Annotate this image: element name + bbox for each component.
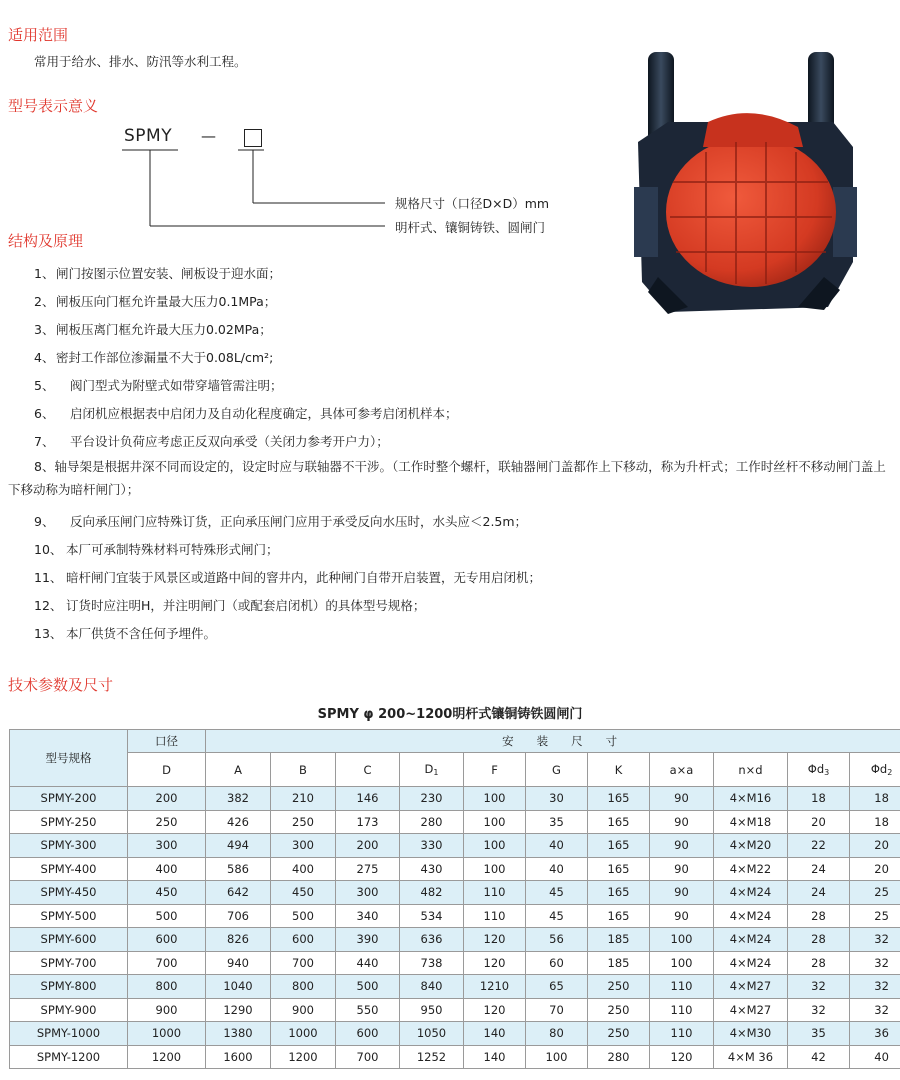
value-cell: 210 <box>271 787 336 811</box>
model-cell: SPMY-250 <box>10 810 128 834</box>
value-cell: 300 <box>336 881 400 905</box>
value-cell: 4×M18 <box>714 810 788 834</box>
value-cell: 382 <box>206 787 271 811</box>
value-cell: 450 <box>128 881 206 905</box>
table-title: SPMY φ 200~1200明杆式镶铜铸铁圆闸门 <box>317 707 583 722</box>
model-cell: SPMY-450 <box>10 881 128 905</box>
value-cell: 4×M 36 <box>714 1045 788 1069</box>
value-cell: 826 <box>206 928 271 952</box>
value-cell: 340 <box>336 904 400 928</box>
value-cell: 36 <box>850 1022 900 1046</box>
value-cell: 45 <box>526 881 588 905</box>
section-title-scope: 适用范围 <box>8 26 69 44</box>
col-header: a×a <box>650 753 714 787</box>
value-cell: 120 <box>650 1045 714 1069</box>
value-cell: 275 <box>336 857 400 881</box>
model-anno-type: 明杆式、镶铜铸铁、圆闸门 <box>395 220 546 235</box>
value-cell: 4×M16 <box>714 787 788 811</box>
value-cell: 250 <box>588 1022 650 1046</box>
value-cell: 280 <box>400 810 464 834</box>
value-cell: 840 <box>400 975 464 999</box>
value-cell: 100 <box>464 810 526 834</box>
value-cell: 32 <box>788 998 850 1022</box>
value-cell: 32 <box>850 951 900 975</box>
value-cell: 600 <box>271 928 336 952</box>
value-cell: 165 <box>588 904 650 928</box>
table-row <box>10 1022 900 1046</box>
model-cell: SPMY-300 <box>10 834 128 858</box>
value-cell: 28 <box>788 951 850 975</box>
model-cell: SPMY-600 <box>10 928 128 952</box>
value-cell: 1200 <box>271 1045 336 1069</box>
value-cell: 100 <box>526 1045 588 1069</box>
value-cell: 1252 <box>400 1045 464 1069</box>
table-row <box>10 975 900 999</box>
value-cell: 400 <box>128 857 206 881</box>
value-cell: 120 <box>464 951 526 975</box>
table-row <box>10 810 900 834</box>
value-cell: 165 <box>588 881 650 905</box>
value-cell: 90 <box>650 857 714 881</box>
value-cell: 32 <box>850 928 900 952</box>
value-cell: 250 <box>588 975 650 999</box>
model-code: SPMY <box>124 126 173 146</box>
head-model: 型号规格 <box>10 730 128 787</box>
value-cell: 22 <box>788 834 850 858</box>
value-cell: 1210 <box>464 975 526 999</box>
value-cell: 100 <box>650 951 714 975</box>
structure-item: 1、 闸门按图示位置安装、闸板设于迎水面； <box>34 266 282 281</box>
value-cell: 120 <box>464 928 526 952</box>
value-cell: 500 <box>271 904 336 928</box>
value-cell: 185 <box>588 951 650 975</box>
value-cell: 28 <box>788 928 850 952</box>
table-row <box>10 881 900 905</box>
value-cell: 430 <box>400 857 464 881</box>
table-row <box>10 998 900 1022</box>
value-cell: 1380 <box>206 1022 271 1046</box>
table-row <box>10 904 900 928</box>
value-cell: 200 <box>336 834 400 858</box>
structure-item: 4、 密封工作部位渗漏量不大于0.08L/cm²; <box>34 350 274 365</box>
structure-item: 3、 闸板压离门框允许最大压力0.02MPa； <box>34 322 272 337</box>
value-cell: 110 <box>650 998 714 1022</box>
value-cell: 642 <box>206 881 271 905</box>
col-header: C <box>336 753 400 787</box>
value-cell: 120 <box>464 998 526 1022</box>
table-row <box>10 857 900 881</box>
value-cell: 280 <box>588 1045 650 1069</box>
value-cell: 390 <box>336 928 400 952</box>
col-header: A <box>206 753 271 787</box>
value-cell: 165 <box>588 834 650 858</box>
value-cell: 800 <box>128 975 206 999</box>
value-cell: 90 <box>650 834 714 858</box>
value-cell: 300 <box>128 834 206 858</box>
value-cell: 800 <box>271 975 336 999</box>
structure-item: 2、 闸板压向门框允许量最大压力0.1MPa； <box>34 294 277 309</box>
col-header: $\Phi d_2$ <box>850 753 900 787</box>
value-cell: 100 <box>650 928 714 952</box>
value-cell: 40 <box>526 834 588 858</box>
value-cell: 550 <box>336 998 400 1022</box>
model-dash: — <box>201 127 216 145</box>
value-cell: 90 <box>650 810 714 834</box>
value-cell: 1050 <box>400 1022 464 1046</box>
value-cell: 230 <box>400 787 464 811</box>
value-cell: 32 <box>850 975 900 999</box>
value-cell: 4×M27 <box>714 975 788 999</box>
value-cell: 950 <box>400 998 464 1022</box>
spec-table <box>9 729 900 1069</box>
value-cell: 586 <box>206 857 271 881</box>
value-cell: 1040 <box>206 975 271 999</box>
value-cell: 494 <box>206 834 271 858</box>
value-cell: 20 <box>788 810 850 834</box>
col-header: $\Phi d_3$ <box>788 753 850 787</box>
value-cell: 482 <box>400 881 464 905</box>
model-cell: SPMY-200 <box>10 787 128 811</box>
structure-item: 8、轴导架是根据井深不同而设定的，设定时应与联轴器不干涉。（工作时整个螺杆，联轴器闸门盖都作上下移动，称为升杆式；工作时丝杆不移动闸门盖上下移动称为暗杆闸门）； <box>8 459 886 497</box>
structure-item: 6、 启闭机应根据表中启闭力及自动化程度确定，具体可参考启闭机样本； <box>34 406 458 421</box>
scope-text: 常用于给水、排水、防汛等水利工程。 <box>34 54 247 69</box>
value-cell: 100 <box>464 787 526 811</box>
value-cell: 250 <box>588 998 650 1022</box>
model-cell: SPMY-1200 <box>10 1045 128 1069</box>
section-title-tech: 技术参数及尺寸 <box>8 676 114 694</box>
value-cell: 24 <box>788 881 850 905</box>
value-cell: 165 <box>588 810 650 834</box>
value-cell: 32 <box>788 975 850 999</box>
value-cell: 70 <box>526 998 588 1022</box>
model-cell: SPMY-800 <box>10 975 128 999</box>
model-cell: SPMY-900 <box>10 998 128 1022</box>
value-cell: 500 <box>336 975 400 999</box>
structure-item: 5、 阀门型式为附壁式如带穿墙管需注明； <box>34 378 283 393</box>
gate-product-image <box>628 52 868 320</box>
value-cell: 4×M24 <box>714 904 788 928</box>
value-cell: 20 <box>850 834 900 858</box>
value-cell: 450 <box>271 881 336 905</box>
col-header: $D_1$ <box>400 753 464 787</box>
value-cell: 28 <box>788 904 850 928</box>
value-cell: 200 <box>128 787 206 811</box>
value-cell: 534 <box>400 904 464 928</box>
value-cell: 90 <box>650 881 714 905</box>
head-install: 安 装 尺 寸 <box>206 730 900 753</box>
section-title-model: 型号表示意义 <box>8 97 99 115</box>
value-cell: 165 <box>588 857 650 881</box>
value-cell: 56 <box>526 928 588 952</box>
table-row <box>10 787 900 811</box>
value-cell: 173 <box>336 810 400 834</box>
value-cell: 80 <box>526 1022 588 1046</box>
value-cell: 32 <box>850 998 900 1022</box>
value-cell: 90 <box>650 904 714 928</box>
value-cell: 110 <box>464 881 526 905</box>
value-cell: 900 <box>271 998 336 1022</box>
col-header: F <box>464 753 526 787</box>
value-cell: 60 <box>526 951 588 975</box>
head-caliber: 口径 <box>128 730 206 753</box>
value-cell: 18 <box>788 787 850 811</box>
value-cell: 42 <box>788 1045 850 1069</box>
value-cell: 65 <box>526 975 588 999</box>
value-cell: 100 <box>464 834 526 858</box>
value-cell: 738 <box>400 951 464 975</box>
spec-table-body <box>10 787 900 1069</box>
value-cell: 4×M27 <box>714 998 788 1022</box>
value-cell: 940 <box>206 951 271 975</box>
value-cell: 110 <box>650 1022 714 1046</box>
col-header: D <box>128 753 206 787</box>
value-cell: 4×M24 <box>714 928 788 952</box>
structure-item: 11、 暗杆闸门宜装于风景区或道路中间的窨井内，此种闸门自带开启装置，无专用启闭机； <box>34 570 542 585</box>
value-cell: 4×M20 <box>714 834 788 858</box>
value-cell: 18 <box>850 787 900 811</box>
col-header: B <box>271 753 336 787</box>
value-cell: 706 <box>206 904 271 928</box>
value-cell: 700 <box>336 1045 400 1069</box>
value-cell: 1200 <box>128 1045 206 1069</box>
value-cell: 4×M24 <box>714 951 788 975</box>
value-cell: 500 <box>128 904 206 928</box>
value-cell: 25 <box>850 904 900 928</box>
value-cell: 700 <box>271 951 336 975</box>
value-cell: 400 <box>271 857 336 881</box>
value-cell: 146 <box>336 787 400 811</box>
value-cell: 250 <box>128 810 206 834</box>
value-cell: 20 <box>850 857 900 881</box>
col-header: G <box>526 753 588 787</box>
value-cell: 1000 <box>271 1022 336 1046</box>
structure-item: 10、 本厂可承制特殊材料可特殊形式闸门； <box>34 542 279 557</box>
table-row <box>10 928 900 952</box>
value-cell: 18 <box>850 810 900 834</box>
table-row <box>10 1045 900 1069</box>
value-cell: 100 <box>464 857 526 881</box>
value-cell: 1600 <box>206 1045 271 1069</box>
structure-item: 12、 订货时应注明H，并注明闸门（或配套启闭机）的具体型号规格； <box>34 598 426 613</box>
value-cell: 330 <box>400 834 464 858</box>
col-header: K <box>588 753 650 787</box>
model-cell: SPMY-700 <box>10 951 128 975</box>
model-anno-size: 规格尺寸（口径D×D）mm <box>395 196 550 211</box>
col-header: n×d <box>714 753 788 787</box>
value-cell: 4×M22 <box>714 857 788 881</box>
value-cell: 165 <box>588 787 650 811</box>
model-cell: SPMY-500 <box>10 904 128 928</box>
model-cell: SPMY-400 <box>10 857 128 881</box>
value-cell: 45 <box>526 904 588 928</box>
value-cell: 40 <box>850 1045 900 1069</box>
value-cell: 110 <box>650 975 714 999</box>
value-cell: 300 <box>271 834 336 858</box>
value-cell: 426 <box>206 810 271 834</box>
value-cell: 4×M30 <box>714 1022 788 1046</box>
value-cell: 636 <box>400 928 464 952</box>
value-cell: 30 <box>526 787 588 811</box>
structure-item: 9、 反向承压闸门应特殊订货，正向承压闸门应用于承受反向水压时，水头应＜2.5m； <box>34 514 528 529</box>
section-title-structure: 结构及原理 <box>8 232 84 250</box>
value-cell: 90 <box>650 787 714 811</box>
table-row <box>10 834 900 858</box>
value-cell: 1000 <box>128 1022 206 1046</box>
value-cell: 900 <box>128 998 206 1022</box>
value-cell: 250 <box>271 810 336 834</box>
value-cell: 140 <box>464 1045 526 1069</box>
value-cell: 185 <box>588 928 650 952</box>
structure-item: 7、 平台设计负荷应考虑正反双向承受（关闭力参考开户力）； <box>34 434 389 449</box>
structure-item: 13、 本厂供货不含任何予埋件。 <box>34 626 217 641</box>
value-cell: 24 <box>788 857 850 881</box>
value-cell: 140 <box>464 1022 526 1046</box>
value-cell: 110 <box>464 904 526 928</box>
value-cell: 600 <box>336 1022 400 1046</box>
model-cell: SPMY-1000 <box>10 1022 128 1046</box>
value-cell: 25 <box>850 881 900 905</box>
value-cell: 40 <box>526 857 588 881</box>
value-cell: 600 <box>128 928 206 952</box>
value-cell: 35 <box>526 810 588 834</box>
value-cell: 35 <box>788 1022 850 1046</box>
value-cell: 700 <box>128 951 206 975</box>
value-cell: 1290 <box>206 998 271 1022</box>
value-cell: 440 <box>336 951 400 975</box>
value-cell: 4×M24 <box>714 881 788 905</box>
table-row <box>10 951 900 975</box>
